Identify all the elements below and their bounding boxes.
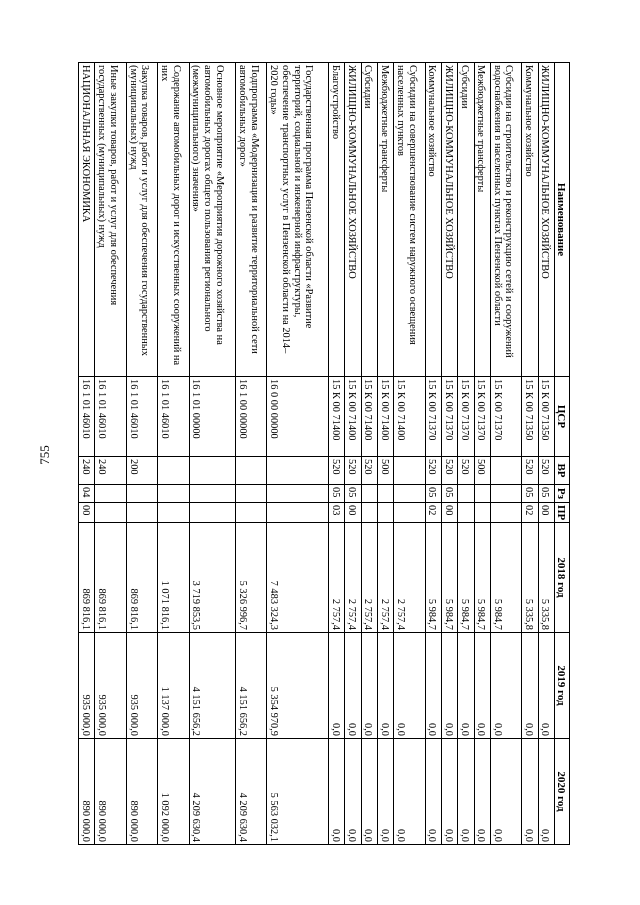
cell-2018: 5 984,7: [441, 523, 457, 633]
cell-name: Основное мероприятие «Мероприятия дорожного хозяйства на автомобильных дорогах общего пользования регионального (межмуниципального) значения»: [189, 63, 235, 377]
cell-2020: 4 209 630,4: [236, 739, 267, 845]
cell-2019: 935 000,0: [79, 633, 95, 739]
cell-vr: 520: [538, 457, 554, 485]
cell-2019: 0,0: [345, 633, 361, 739]
cell-2018: 5 335,8: [538, 523, 554, 633]
cell-csr: 15 К 00 71350: [538, 377, 554, 457]
cell-name: Государственная программа Пензенской области «Развитие территорий, социальной и инженерной инфраструктуры, обеспечение транспортных услуг в Пензенской области на 2014–2020 годы»: [267, 63, 329, 377]
cell-2020: 0,0: [394, 739, 425, 845]
table-header-row: [555, 63, 570, 845]
cell-2018: 5 984,7: [490, 523, 521, 633]
cell-name: Иные закупки товаров, работ и услуг для обеспечения государственных (муниципальных) нужд: [95, 63, 126, 377]
cell-pr: [361, 503, 377, 523]
cell-csr: 15 К 00 71370: [441, 377, 457, 457]
table-row: [490, 63, 521, 845]
table-row: [377, 63, 393, 845]
cell-2019: 0,0: [425, 633, 441, 739]
header-rz: Рз: [555, 485, 570, 503]
cell-rz: [236, 485, 267, 503]
table-row: [522, 63, 538, 845]
table-row: [474, 63, 490, 845]
cell-rz: [474, 485, 490, 503]
cell-rz: 05: [345, 485, 361, 503]
cell-2019: 935 000,0: [95, 633, 126, 739]
cell-pr: [458, 503, 474, 523]
cell-2018: 869 816,1: [79, 523, 95, 633]
cell-2018: 1 071 816,1: [158, 523, 189, 633]
cell-csr: 15 К 00 71370: [490, 377, 521, 457]
header-pr: ПР: [555, 503, 570, 523]
cell-pr: [158, 503, 189, 523]
cell-2018: 5 984,7: [474, 523, 490, 633]
cell-rz: [490, 485, 521, 503]
cell-pr: [377, 503, 393, 523]
table-row: [189, 63, 235, 845]
cell-rz: 05: [441, 485, 457, 503]
cell-csr: 16 1 01 00000: [189, 377, 235, 457]
cell-vr: 520: [345, 457, 361, 485]
cell-2018: 869 816,1: [95, 523, 126, 633]
cell-rz: 05: [328, 485, 344, 503]
cell-csr: 15 К 00 71370: [474, 377, 490, 457]
cell-vr: 520: [425, 457, 441, 485]
cell-name: Закупка товаров, работ и услуг для обеспечения государственных (муниципальных) нужд: [126, 63, 157, 377]
cell-2018: 2 757,4: [377, 523, 393, 633]
cell-csr: 15 К 00 71370: [458, 377, 474, 457]
cell-2018: 5 984,7: [425, 523, 441, 633]
cell-vr: 520: [328, 457, 344, 485]
cell-vr: 200: [126, 457, 157, 485]
table-body: [79, 63, 555, 845]
cell-2020: 0,0: [490, 739, 521, 845]
cell-vr: [158, 457, 189, 485]
cell-name: Межбюджетные трансферты: [474, 63, 490, 377]
cell-2019: 0,0: [474, 633, 490, 739]
header-vr: ВР: [555, 457, 570, 485]
table-row: [441, 63, 457, 845]
cell-name: Коммунальное хозяйство: [522, 63, 538, 377]
cell-2020: 0,0: [377, 739, 393, 845]
cell-vr: 520: [458, 457, 474, 485]
cell-rz: [361, 485, 377, 503]
cell-2019: 0,0: [441, 633, 457, 739]
cell-rz: [377, 485, 393, 503]
cell-2020: 890 000,0: [126, 739, 157, 845]
cell-2020: 0,0: [425, 739, 441, 845]
cell-2019: 935 000,0: [126, 633, 157, 739]
header-2019: 2019 год: [555, 633, 570, 739]
cell-vr: [490, 457, 521, 485]
cell-csr: 16 1 01 46010: [79, 377, 95, 457]
table-row: [458, 63, 474, 845]
cell-pr: [474, 503, 490, 523]
cell-2018: 3 719 853,5: [189, 523, 235, 633]
cell-2018: 7 483 324,3: [267, 523, 329, 633]
cell-vr: 240: [79, 457, 95, 485]
cell-rz: 05: [538, 485, 554, 503]
cell-2019: 0,0: [377, 633, 393, 739]
cell-pr: [394, 503, 425, 523]
cell-rz: [158, 485, 189, 503]
cell-vr: [394, 457, 425, 485]
header-csr: ЦСР: [555, 377, 570, 457]
cell-2019: 0,0: [361, 633, 377, 739]
cell-rz: [189, 485, 235, 503]
cell-pr: 00: [345, 503, 361, 523]
cell-2020: 0,0: [474, 739, 490, 845]
cell-rz: [95, 485, 126, 503]
cell-vr: 520: [361, 457, 377, 485]
cell-rz: [126, 485, 157, 503]
cell-name: Межбюджетные трансферты: [377, 63, 393, 377]
cell-name: Подпрограмма «Модернизация и развитие территориальной сети автомобильных дорог»: [236, 63, 267, 377]
cell-pr: 02: [522, 503, 538, 523]
cell-vr: 520: [441, 457, 457, 485]
rotated-table-container: [78, 62, 570, 844]
cell-2020: 0,0: [458, 739, 474, 845]
cell-2018: 869 816,1: [126, 523, 157, 633]
cell-pr: [126, 503, 157, 523]
cell-rz: 05: [425, 485, 441, 503]
table-row: [79, 63, 95, 845]
cell-2018: 5 326 996,7: [236, 523, 267, 633]
cell-pr: 00: [79, 503, 95, 523]
cell-2018: 2 757,4: [328, 523, 344, 633]
cell-2019: 0,0: [394, 633, 425, 739]
cell-pr: 00: [538, 503, 554, 523]
table-row: [95, 63, 126, 845]
cell-2019: 0,0: [522, 633, 538, 739]
cell-2019: 4 151 656,2: [189, 633, 235, 739]
cell-2020: 0,0: [345, 739, 361, 845]
header-2018: 2018 год: [555, 523, 570, 633]
cell-name: Субсидии на совершенствование систем наружного освещения населенных пунктов: [394, 63, 425, 377]
cell-name: НАЦИОНАЛЬНАЯ ЭКОНОМИКА: [79, 63, 95, 377]
cell-name: Субсидии: [361, 63, 377, 377]
table-row: [158, 63, 189, 845]
table-row: [425, 63, 441, 845]
table-row: [538, 63, 554, 845]
cell-2020: 0,0: [538, 739, 554, 845]
cell-pr: [490, 503, 521, 523]
cell-csr: 15 К 00 71350: [522, 377, 538, 457]
cell-csr: 15 К 00 71400: [377, 377, 393, 457]
cell-2020: 890 000,0: [79, 739, 95, 845]
table-row: [394, 63, 425, 845]
cell-2018: 2 757,4: [394, 523, 425, 633]
table-row: [328, 63, 344, 845]
cell-csr: 16 1 01 46010: [126, 377, 157, 457]
cell-rz: [394, 485, 425, 503]
cell-2019: 1 137 000,0: [158, 633, 189, 739]
cell-2020: 890 000,0: [95, 739, 126, 845]
cell-2020: 5 563 032,1: [267, 739, 329, 845]
table-row: [236, 63, 267, 845]
page-number: 755: [36, 445, 52, 465]
table-row: [267, 63, 329, 845]
cell-name: ЖИЛИЩНО-КОММУНАЛЬНОЕ ХОЗЯЙСТВО: [345, 63, 361, 377]
cell-rz: [458, 485, 474, 503]
cell-csr: 16 1 00 00000: [236, 377, 267, 457]
cell-pr: 02: [425, 503, 441, 523]
cell-name: Коммунальное хозяйство: [425, 63, 441, 377]
cell-2019: 0,0: [538, 633, 554, 739]
cell-name: Содержание автомобильных дорог и искусственных сооружений на них: [158, 63, 189, 377]
budget-table: [78, 62, 570, 845]
cell-2019: 0,0: [328, 633, 344, 739]
cell-2019: 0,0: [458, 633, 474, 739]
cell-2020: 0,0: [441, 739, 457, 845]
cell-csr: 16 1 01 46010: [158, 377, 189, 457]
cell-csr: 15 К 00 71370: [425, 377, 441, 457]
cell-2020: 0,0: [361, 739, 377, 845]
cell-2018: 5 984,7: [458, 523, 474, 633]
cell-rz: [267, 485, 329, 503]
cell-2019: 0,0: [490, 633, 521, 739]
cell-vr: 500: [474, 457, 490, 485]
cell-name: ЖИЛИЩНО-КОММУНАЛЬНОЕ ХОЗЯЙСТВО: [538, 63, 554, 377]
cell-vr: 500: [377, 457, 393, 485]
cell-2019: 5 354 970,9: [267, 633, 329, 739]
cell-csr: 15 К 00 71400: [328, 377, 344, 457]
header-2020: 2020 год: [555, 739, 570, 845]
cell-pr: 03: [328, 503, 344, 523]
cell-vr: 240: [95, 457, 126, 485]
cell-vr: [236, 457, 267, 485]
cell-2020: 0,0: [522, 739, 538, 845]
cell-rz: 04: [79, 485, 95, 503]
cell-vr: 520: [522, 457, 538, 485]
cell-2018: 2 757,4: [361, 523, 377, 633]
cell-name: ЖИЛИЩНО-КОММУНАЛЬНОЕ ХОЗЯЙСТВО: [441, 63, 457, 377]
table-row: [345, 63, 361, 845]
cell-vr: [267, 457, 329, 485]
cell-2020: 4 209 630,4: [189, 739, 235, 845]
cell-name: Субсидии: [458, 63, 474, 377]
cell-name: Субсидии на строительство и реконструкцию сетей и сооружений водоснабжения в населенных пунктах Пензенской области: [490, 63, 521, 377]
table-row: [126, 63, 157, 845]
header-name: Наименование: [555, 63, 570, 377]
cell-2018: 5 335,8: [522, 523, 538, 633]
cell-csr: 16 0 00 00000: [267, 377, 329, 457]
cell-pr: [267, 503, 329, 523]
cell-rz: 05: [522, 485, 538, 503]
cell-pr: 00: [441, 503, 457, 523]
cell-pr: [95, 503, 126, 523]
cell-pr: [189, 503, 235, 523]
cell-name: Благоустройство: [328, 63, 344, 377]
cell-2020: 1 092 000,0: [158, 739, 189, 845]
cell-2020: 0,0: [328, 739, 344, 845]
cell-vr: [189, 457, 235, 485]
cell-csr: 15 К 00 71400: [394, 377, 425, 457]
cell-pr: [236, 503, 267, 523]
cell-csr: 15 К 00 71400: [345, 377, 361, 457]
cell-2019: 4 151 656,2: [236, 633, 267, 739]
cell-csr: 16 1 01 46010: [95, 377, 126, 457]
cell-2018: 2 757,4: [345, 523, 361, 633]
cell-csr: 15 К 00 71400: [361, 377, 377, 457]
table-row: [361, 63, 377, 845]
